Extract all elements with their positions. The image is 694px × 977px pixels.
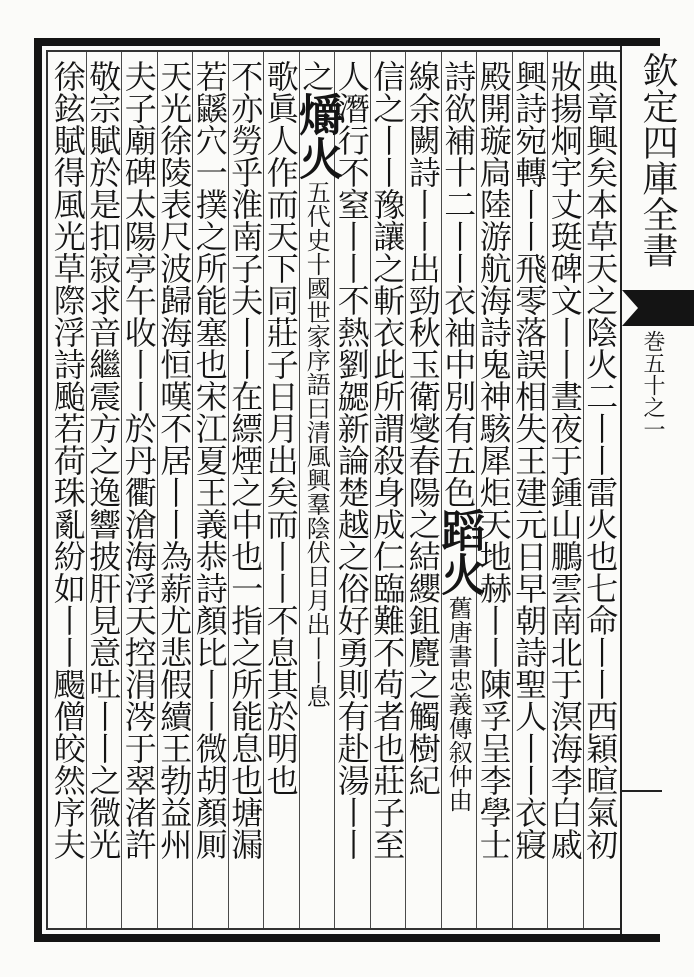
column-text: 舊唐書忠義傳叙仲由 <box>444 596 473 812</box>
column-text: 天光徐陵表尺波歸海恒嘆不居丨丨為薪尤悲假續王勃益州 <box>155 60 194 860</box>
text-column <box>545 60 585 930</box>
column-text: 妝揚炯宇丈珽碑文丨丨晝夜于鍾山鵬雲南北于溟海李白戚 <box>545 60 584 860</box>
column-text: 之 <box>297 60 336 92</box>
frame-inner-top-line <box>46 50 620 52</box>
text-column <box>48 60 88 930</box>
frame-bottom-border <box>34 934 660 942</box>
text-column <box>580 60 620 930</box>
column-text: 眞人作而天下同莊子日月出矣而丨丨不息其於明也 <box>261 92 300 796</box>
block-margin-line <box>620 46 622 934</box>
margin-tick <box>622 790 662 792</box>
text-column <box>474 60 514 930</box>
text-column <box>154 60 194 930</box>
column-text: 歌 <box>261 60 300 92</box>
text-column <box>332 60 372 930</box>
column-text: 詩欲補十二丨丨衣袖中別有五色 <box>439 60 478 508</box>
frame-left-border <box>34 38 42 942</box>
text-column <box>433 60 485 930</box>
text-column <box>225 60 265 930</box>
column-text: 信之丨丨豫讓之斬衣此所謂殺身成仁臨難不苟者也莊子至 <box>368 60 407 860</box>
column-text: 不亦勞乎淮南子夫丨丨在縹煙之中也一指之所能息也塘漏 <box>226 60 265 860</box>
column-text: 線余闕詩丨丨出勁秋玉衛燮春陽 <box>403 60 442 508</box>
text-column <box>190 60 230 930</box>
column-text: 夫子廟碑太陽亭午收丨丨於丹衢滄海浮天控涓涔于翠渚許 <box>119 60 158 860</box>
frame-top-border <box>34 38 660 46</box>
text-column <box>261 60 301 930</box>
text-column <box>367 60 407 930</box>
volume-label: 巻五十之一 <box>640 330 665 440</box>
text-column <box>509 60 549 930</box>
column-text: 若鼷穴一撲之所能塞也宋江夏王義恭詩顏比丨丨微胡顏厠 <box>190 60 229 860</box>
column-text: 之結纓鉏麑之觸樹紀 <box>403 508 442 796</box>
column-text: 人潛行不窒丨丨不熱劉勰新論楚越之俗好勇則有赴湯丨丨 <box>332 60 371 860</box>
column-text: 興詩宛轉丨丨飛零落誤相失王建元日早朝詩聖人丨丨衣寢 <box>510 60 549 860</box>
text-column <box>291 60 343 930</box>
column-text: 殿開璇扃陸游航海詩鬼神駭犀炬天地赫丨丨陳孚呈李學士 <box>474 60 513 860</box>
text-column <box>403 60 443 930</box>
entry-heading: 蹈火 <box>433 508 485 596</box>
text-column <box>83 60 123 930</box>
fishtail-mark-icon <box>622 290 694 326</box>
entry-heading: 爝火 <box>291 92 343 180</box>
column-text: 典章興矣本草天之陰火二丨丨雷火也七命丨丨西穎暄氣初 <box>581 60 620 860</box>
column-text: 徐鉉賦得風光草際浮詩颱若荷珠亂紛如丨丨颺僧皎然序夫 <box>48 60 87 860</box>
column-text: 敬宗賦於是扣寂求音繼震方之逸響披肝見意吐丨丨之微光 <box>84 60 123 860</box>
column-text: 五代史十國世家序語曰清風興羣陰伏日月出丨丨息 <box>302 180 331 708</box>
text-column <box>119 60 159 930</box>
page-title: 欽定四庫全書 <box>637 52 678 268</box>
